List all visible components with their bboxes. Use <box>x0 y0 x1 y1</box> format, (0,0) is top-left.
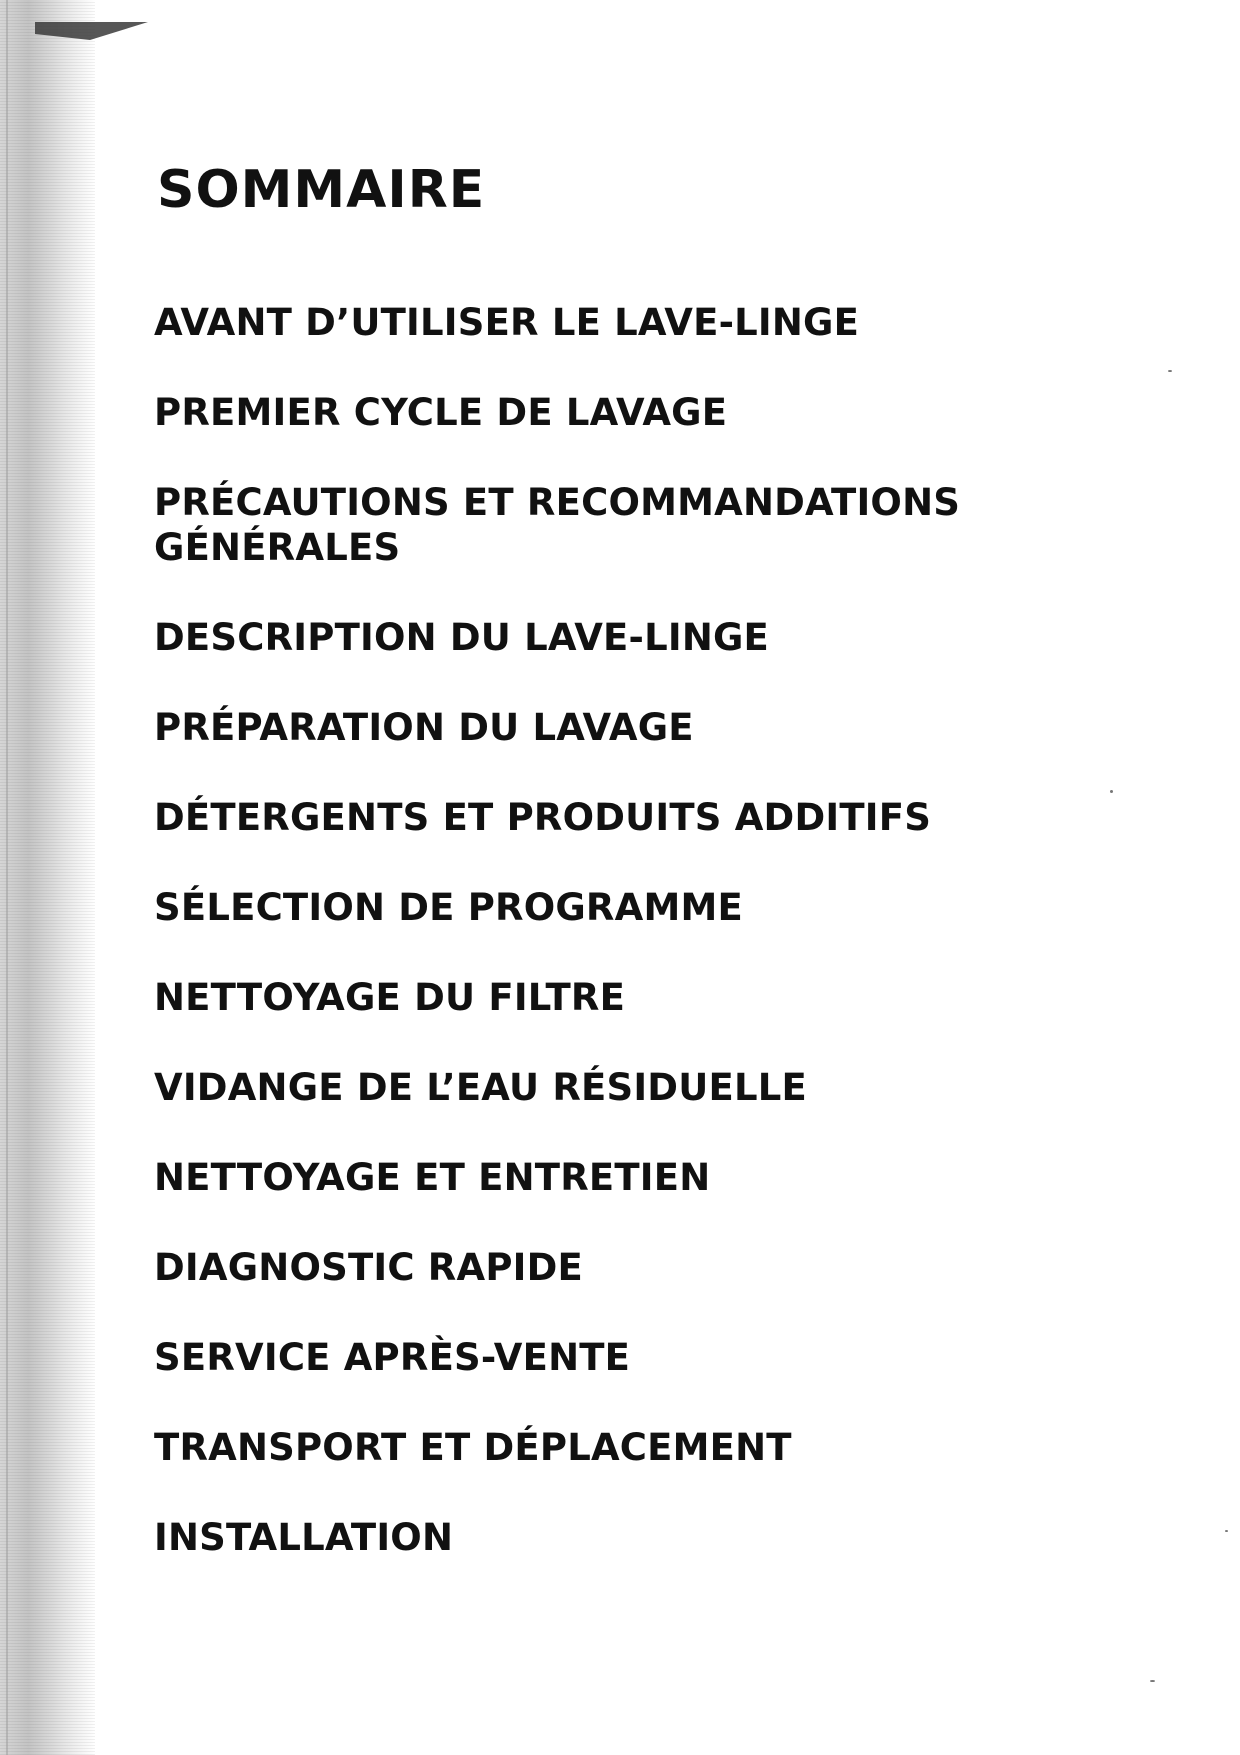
toc-item-transport: TRANSPORT ET DÉPLACEMENT <box>154 1426 792 1469</box>
scan-edge-line <box>6 0 8 1755</box>
toc-item-diagnostic: DIAGNOSTIC RAPIDE <box>154 1246 583 1289</box>
scan-speck <box>1168 370 1172 372</box>
toc-item-selection-programme: SÉLECTION DE PROGRAMME <box>154 886 743 929</box>
toc-item-vidange: VIDANGE DE L’EAU RÉSIDUELLE <box>154 1066 807 1109</box>
scan-corner-mark-icon <box>0 0 150 40</box>
toc-item-nettoyage-filtre: NETTOYAGE DU FILTRE <box>154 976 626 1019</box>
toc-item-description: DESCRIPTION DU LAVE-LINGE <box>154 616 770 659</box>
table-of-contents <box>154 300 1154 1560</box>
scan-speck <box>1225 1530 1228 1532</box>
toc-item-detergents: DÉTERGENTS ET PRODUITS ADDITIFS <box>154 796 932 839</box>
toc-item-installation: INSTALLATION <box>154 1516 454 1559</box>
scan-speck <box>1150 1680 1155 1682</box>
toc-item-avant-utiliser: AVANT D’UTILISER LE LAVE-LINGE <box>154 301 860 344</box>
toc-item-precautions: PRÉCAUTIONS ET RECOMMANDATIONS GÉNÉRALES <box>154 481 961 569</box>
toc-item-preparation: PRÉPARATION DU LAVAGE <box>154 706 694 749</box>
page-title: SOMMAIRE <box>157 160 486 220</box>
toc-item-service-apres-vente: SERVICE APRÈS-VENTE <box>154 1336 631 1379</box>
toc-item-premier-cycle: PREMIER CYCLE DE LAVAGE <box>154 391 728 434</box>
toc-item-nettoyage-entretien: NETTOYAGE ET ENTRETIEN <box>154 1156 711 1199</box>
scan-binding-edge <box>0 0 95 1755</box>
